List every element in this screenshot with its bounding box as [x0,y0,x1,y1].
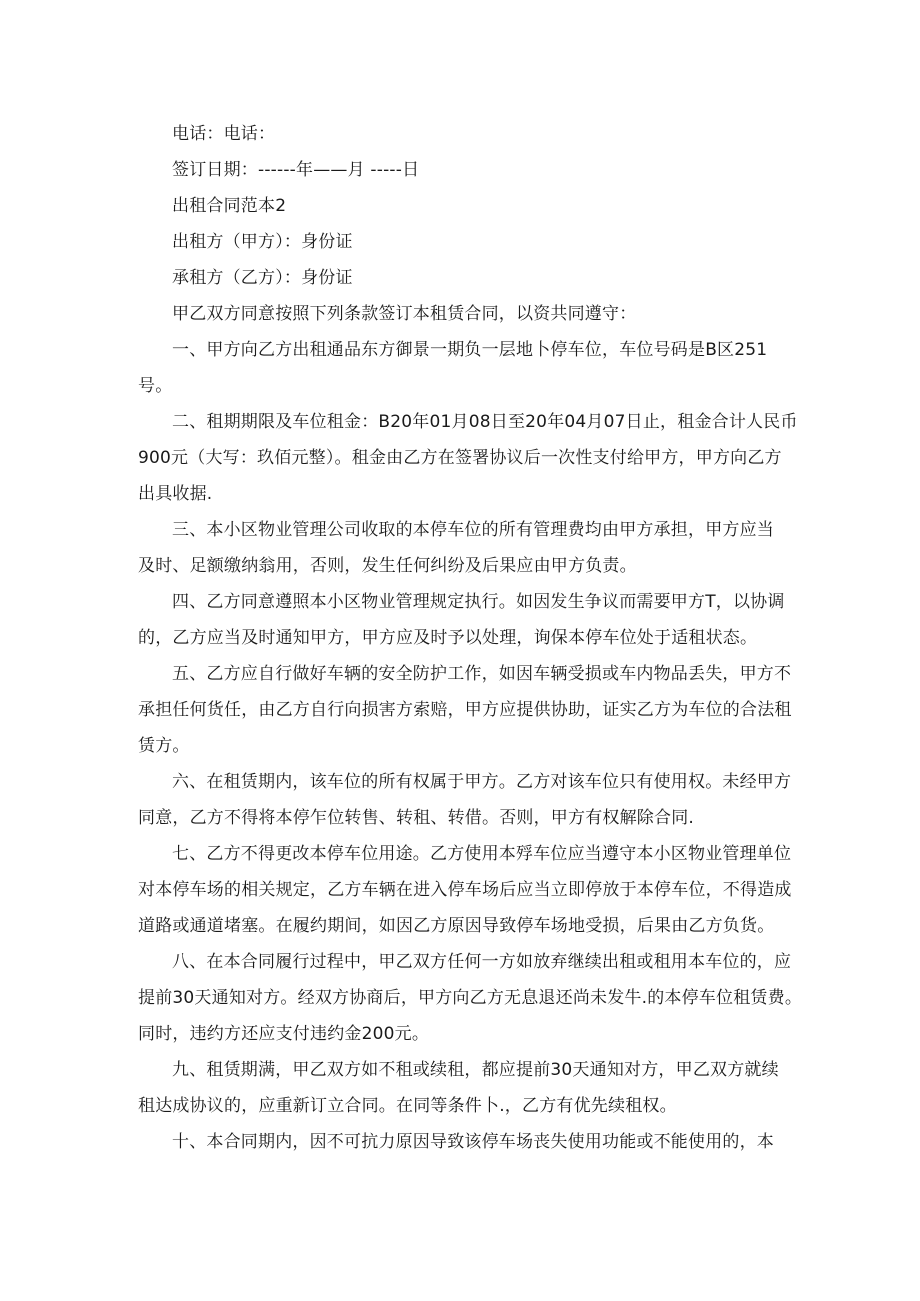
clause-line: 五、乙方应自行做好车辆的安全防护工作，如因车辆受损或车内物品丢失，甲方不 [172,664,792,684]
clause-line: 号。 [138,376,173,396]
clause-line: 提前30天通知对方。经双方协商后，甲方向乙方无息退还尚未发牛.的本停车位租赁费。 [138,988,803,1008]
clause-line: 的，乙方应当及时通知甲方，甲方应及时予以处理，询保本停车位处于适租状态。 [138,628,758,648]
lessor-line: 出租方（甲方）：身份证 [172,232,353,252]
clause-line: 八、在本合同履行过程中，甲乙双方任何一方如放弃继续出租或租用本车位的，应 [172,952,792,972]
clause-5 [138,656,792,764]
clause-10 [138,1124,788,1160]
clause-line: 二、租期期限及车位租金：B20年01月08日至20年04月07日止，租金合计人民币 [172,412,798,432]
clause-6 [138,764,792,836]
phone-line: 电话：电话： [172,124,276,144]
contract-title: 出租合同范本2 [172,196,287,216]
clause-line: 四、乙方同意遵照本小区物业管理规定执行。如因发生争议而需要甲方T，以协调 [172,592,785,612]
clause-line: 对本停车场的相关规定，乙方车辆在进入停车场后应当立即停放于本停车位，不得造成 [138,880,792,900]
clause-line: 租达成协议的，应重新订立合同。在同等条件卜.，乙方有优先续租权。 [138,1096,677,1116]
clause-line: 七、乙方不得更改本停车位用途。乙方使用本殍车位应当遵守本小区物业管理单位 [172,844,792,864]
lessee-line: 承租方（乙方）：身份证 [172,268,353,288]
clause-line: 三、本小区物业管理公司收取的本停车位的所有管理费均由甲方承担，甲方应当 [172,520,774,540]
clause-1 [138,332,788,404]
clause-line: 九、租赁期满，甲乙双方如不租或续租，都应提前30天通知对方，甲乙双方就续 [172,1060,779,1080]
clause-line: 900元（大写：玖佰元整）。租金由乙方在签署协议后一次性支付给甲方，甲方向乙方 [138,448,782,468]
clause-2 [138,404,798,512]
clause-3 [138,512,788,584]
clause-line: 同意，乙方不得将本停乍位转售、转租、转借。否则，甲方有权解除合同. [138,808,695,828]
clause-4 [138,584,788,656]
agreement-intro: 甲乙双方同意按照下列条款签订本租赁合同，以资共同遵守： [172,304,637,324]
clause-line: 一、甲方向乙方出租通品东方御景一期负一层地卜停车位，车位号码是B区251 [172,340,768,360]
sign-date-line: 签订日期：------年——月 -----日 [172,160,420,180]
clause-line: 同时，违约方还应支付违约金200元。 [138,1024,430,1044]
clause-line: 赁方。 [138,736,190,756]
clause-line: 道路或通道堵塞。在履约期间，如因乙方原因导致停车场地受损，后果由乙方负货。 [138,916,775,936]
clause-line: 十、本合同期内，因不可抗力原因导致该停车场丧失使用功能或不能使用的，本 [172,1132,774,1152]
clause-line: 承担任何货任，由乙方自行向损害方索赔，甲方应提供协助，证实乙方为车位的合法租 [138,700,792,720]
clause-8 [138,944,803,1052]
clause-line: 出具收据. [138,484,213,504]
contract-body [138,116,803,1160]
clause-9 [138,1052,788,1124]
clause-line: 及时、足额缴纳翁用，否则，发生任何纠纷及后果应由甲方负责。 [138,556,637,576]
clause-line: 六、在租赁期内，该车位的所有权属于甲方。乙方对该车位只有使用权。未经甲方 [172,772,792,792]
clause-7 [138,836,792,944]
